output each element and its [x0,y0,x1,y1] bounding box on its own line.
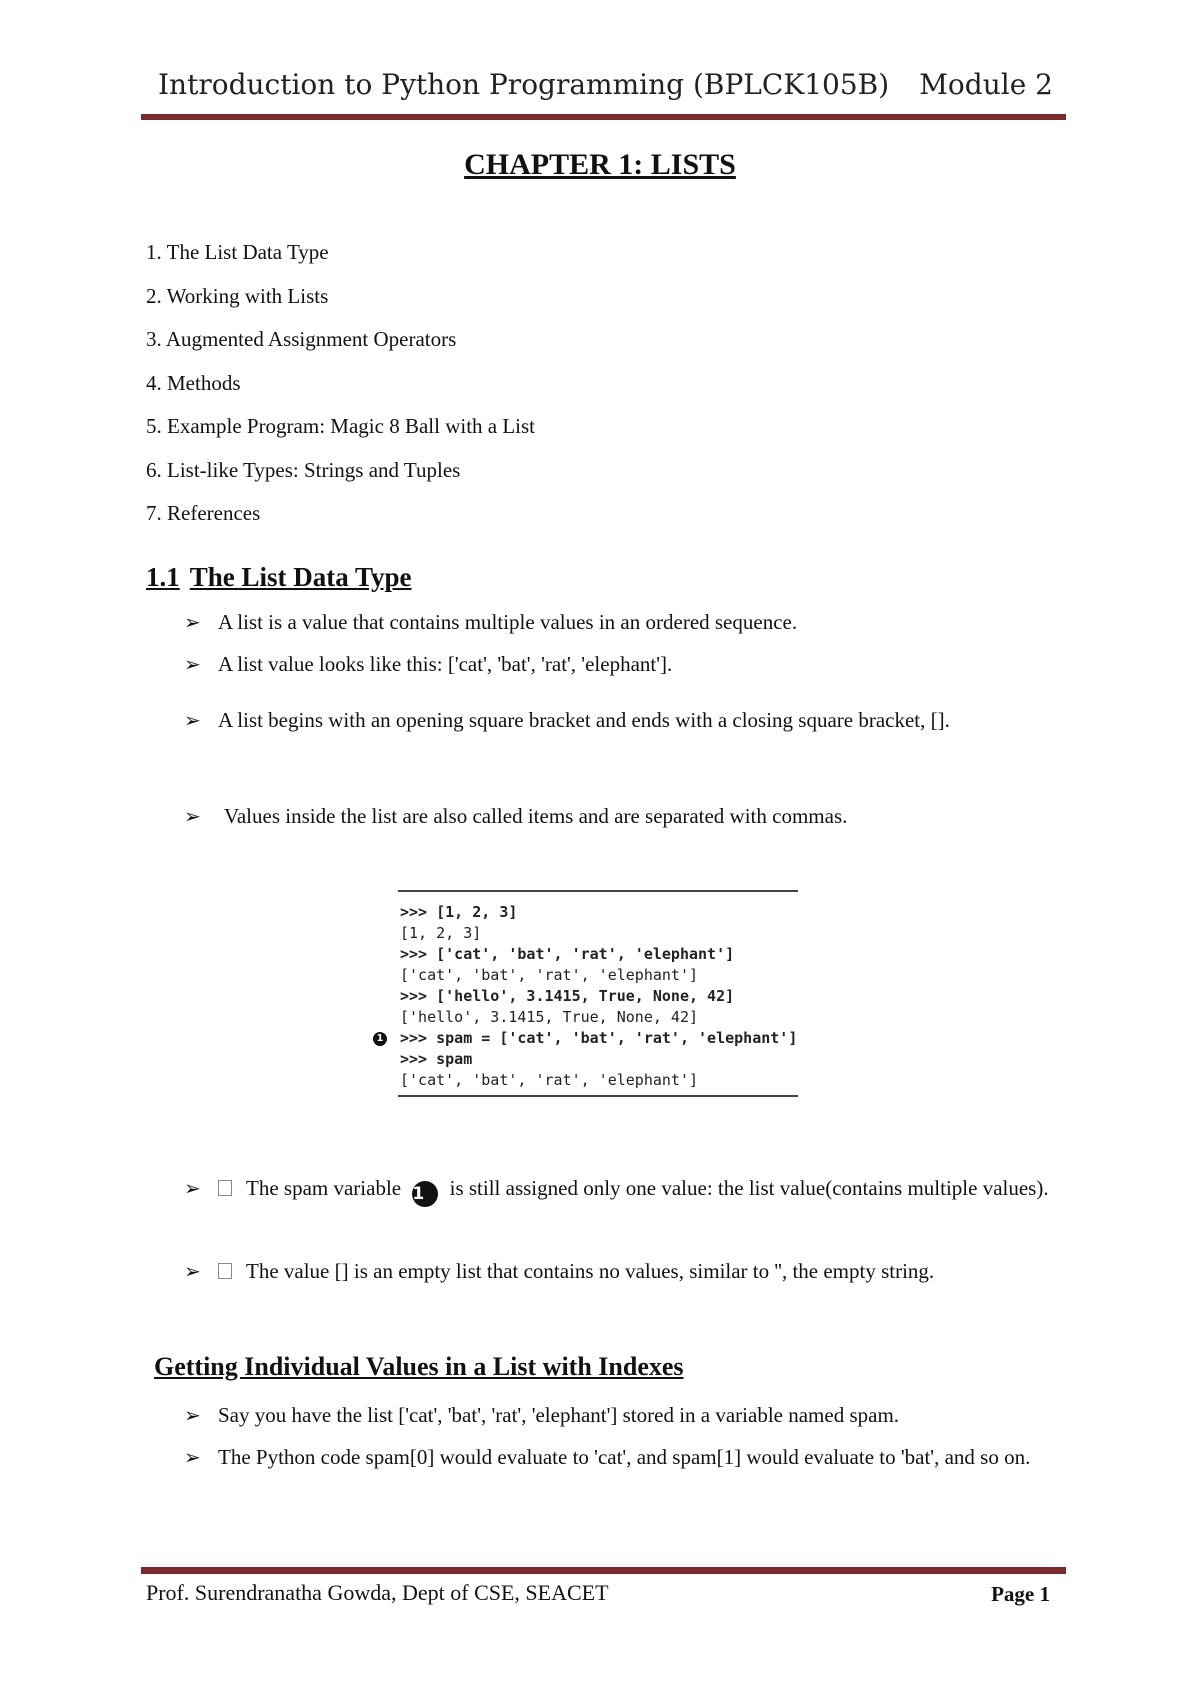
bullet-text: Values inside the list are also called items and are separated with commas. [224,804,848,828]
toc-item: 7. References [146,501,261,525]
section-number: 1.1 [146,562,180,592]
code-line-marked [376,1028,798,1049]
arrow-bullet-icon: ➢ [184,708,201,732]
marker-one-icon: 1 [412,1181,438,1207]
table-of-contents [146,240,535,545]
footer-rule [141,1567,1066,1574]
footer-author: Prof. Surendranatha Gowda, Dept of CSE, SEACET [146,1580,609,1605]
arrow-bullet-icon: ➢ [184,652,201,676]
code-line: ['cat', 'bat', 'rat', 'elephant'] [400,966,699,984]
bullet-item [184,1251,1054,1292]
section-heading [146,562,412,593]
code-example [376,890,798,1097]
section-title: Getting Individual Values in a List with Indexes [154,1352,684,1381]
bullet-text: A list value looks like this: ['cat', 'bat', 'rat', 'elephant']. [218,652,673,676]
arrow-bullet-icon: ➢ [184,1445,201,1469]
page-number: Page 1 [991,1582,1050,1606]
code-line: >>> ['hello', 3.1415, True, None, 42] [400,987,735,1005]
bullet-item [184,602,1054,643]
bullet-text: A list is a value that contains multiple values in an ordered sequence. [218,610,798,634]
placeholder-box-icon [218,1180,232,1196]
code-text: >>> spam = ['cat', 'bat', 'rat', 'elephant'] [400,1029,798,1047]
code-line: >>> ['cat', 'bat', 'rat', 'elephant'] [400,945,735,963]
bullet-text: is still assigned only one value: the list value(contains multiple values). [449,1176,1049,1200]
bullet-item [184,1168,1054,1209]
toc-item: 4. Methods [146,370,241,395]
arrow-bullet-icon: ➢ [184,1403,201,1427]
arrow-bullet-icon: ➢ [184,1259,201,1283]
arrow-bullet-icon: ➢ [184,804,201,828]
toc-item: 3. Augmented Assignment Operators [146,327,457,351]
bullet-item [184,1395,1054,1436]
section-heading [146,1352,684,1382]
bullet-item [184,796,1054,837]
code-line: [1, 2, 3] [400,924,482,942]
bullet-item [184,700,1054,741]
header-module: Module 2 [919,68,1053,101]
toc-item: 1. The List Data Type [146,240,329,264]
bullet-text: The spam variable [246,1176,402,1200]
code-line: >>> [1, 2, 3] [400,903,518,921]
bullet-text: The value [] is an empty list that contains no values, similar to '', the empty string. [246,1259,935,1283]
toc-item: 6. List-like Types: Strings and Tuples [146,457,461,482]
section-title: The List Data Type [189,562,412,592]
arrow-bullet-icon: ➢ [184,1176,201,1200]
header-rule [141,114,1066,120]
placeholder-box-icon [218,1263,232,1279]
header-title: Introduction to Python Programming (BPLCK105B) [158,68,890,101]
page-header [158,68,1053,101]
code-line: ['hello', 3.1415, True, None, 42] [400,1008,699,1026]
bullet-item [184,1437,1054,1478]
code-line: ['cat', 'bat', 'rat', 'elephant'] [400,1071,699,1089]
marker-one-icon: 1 [373,1032,387,1046]
bullet-text: A list begins with an opening square bracket and ends with a closing square bracket, []. [218,708,950,732]
bullet-text: The Python code spam[0] would evaluate to 'cat', and spam[1] would evaluate to 'bat', and so on. [218,1445,1031,1469]
code-line: >>> spam [400,1050,473,1068]
toc-item: 2. Working with Lists [146,283,329,308]
bullet-text: Say you have the list ['cat', 'bat', 'rat', 'elephant'] stored in a variable named spam. [218,1403,900,1427]
bullet-item [184,644,1054,685]
chapter-title: CHAPTER 1: LISTS [464,148,736,181]
arrow-bullet-icon: ➢ [184,610,201,634]
toc-item: 5. Example Program: Magic 8 Ball with a List [146,414,536,438]
